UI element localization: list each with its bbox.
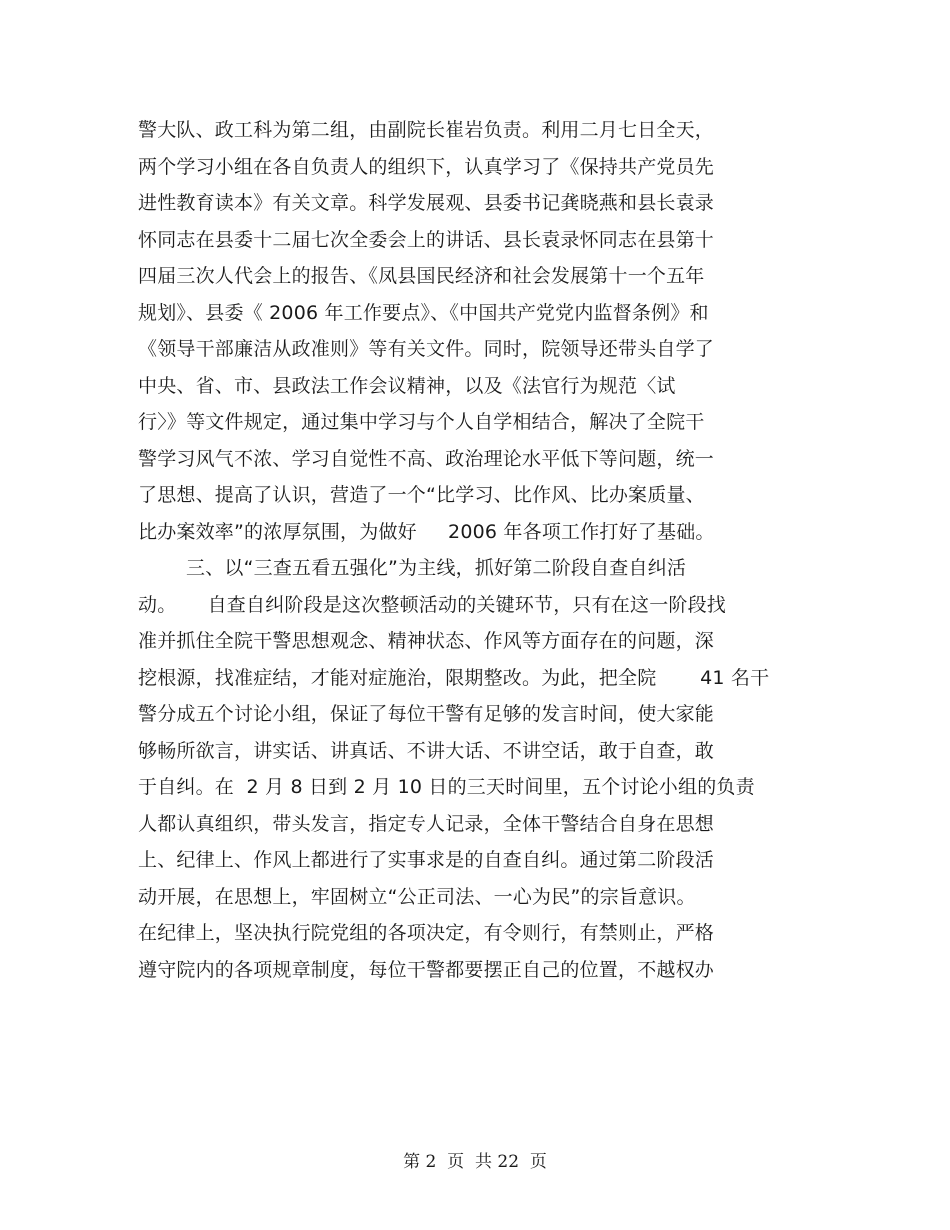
text-line: 上、纪律上、作风上都进行了实事求是的自查自纠。通过第二阶段活: [138, 849, 715, 871]
text-line: 规划》、县委《 2006 年工作要点》、《中国共产党党内监督条例》和: [138, 301, 709, 324]
text-line: 动开展，在思想上，牢固树立“公正司法、一心为民”的宗旨意识。: [138, 885, 696, 908]
text-line: 两个学习小组在各自负责人的组织下，认真学习了《保持共产党员先: [138, 155, 715, 178]
text-line: 于自纠。在 2 月 8 日到 2 月 10 日的三天时间里，五个讨论小组的负责: [138, 776, 755, 798]
page-number-footer: 第 2 页 共 22 页: [403, 1152, 547, 1172]
body-text: [138, 112, 838, 988]
text-line: 比办案效率”的浓厚氛围，为做好 2006 年各项工作打好了基础。: [138, 520, 715, 543]
text-line: 准并抓住全院干警思想观念、精神状态、作风等方面存在的问题，深: [138, 630, 715, 652]
text-line: 中央、省、市、县政法工作会议精神，以及《法官行为规范〈试: [138, 374, 676, 397]
text-line: 进性教育读本》有关文章。科学发展观、县委书记龚晓燕和县长袁录: [138, 192, 715, 214]
text-line: 挖根源，找准症结，才能对症施治，限期整改。为此，把全院 41 名干: [138, 666, 770, 689]
text-line: 了思想、提高了认识，营造了一个“比学习、比作风、比办案质量、: [138, 484, 705, 506]
text-line: 警分成五个讨论小组，保证了每位干警有足够的发言时间，使大家能: [138, 703, 715, 725]
text-line: 四届三次人代会上的报告、《凤县国民经济和社会发展第十一个五年: [138, 265, 705, 287]
text-line: 警大队、政工科为第二组，由副院长崔岩负责。利用二月七日全天，: [138, 119, 715, 141]
text-line: 遵守院内的各项规章制度，每位干警都要摆正自己的位置，不越权办: [138, 958, 715, 981]
text-line: 怀同志在县委十二届七次全委会上的讲话、县长袁录怀同志在县第十: [138, 228, 715, 251]
text-line: 够畅所欲言，讲实话、讲真话、不讲大话、不讲空话，敢于自查，敢: [138, 739, 715, 762]
text-line: 人都认真组织，带头发言，指定专人记录，全体干警结合自身在思想: [138, 812, 715, 835]
section-heading-line: 三、以“三查五看五强化”为主线，抓好第二阶段自查自纠活: [186, 557, 687, 579]
text-line: 警学习风气不浓、学习自觉性不高、政治理论水平低下等问题，统一: [138, 447, 715, 470]
text-line: 《领导干部廉洁从政准则》等有关文件。同时，院领导还带头自学了: [138, 338, 715, 360]
text-line: 行〉》等文件规定，通过集中学习与个人自学相结合，解决了全院干: [138, 411, 705, 433]
text-line: 在纪律上，坚决执行院党组的各项决定，有令则行，有禁则止，严格: [138, 922, 715, 944]
text-line: 动。 自查自纠阶段是这次整顿活动的关键环节，只有在这一阶段找: [138, 593, 726, 616]
